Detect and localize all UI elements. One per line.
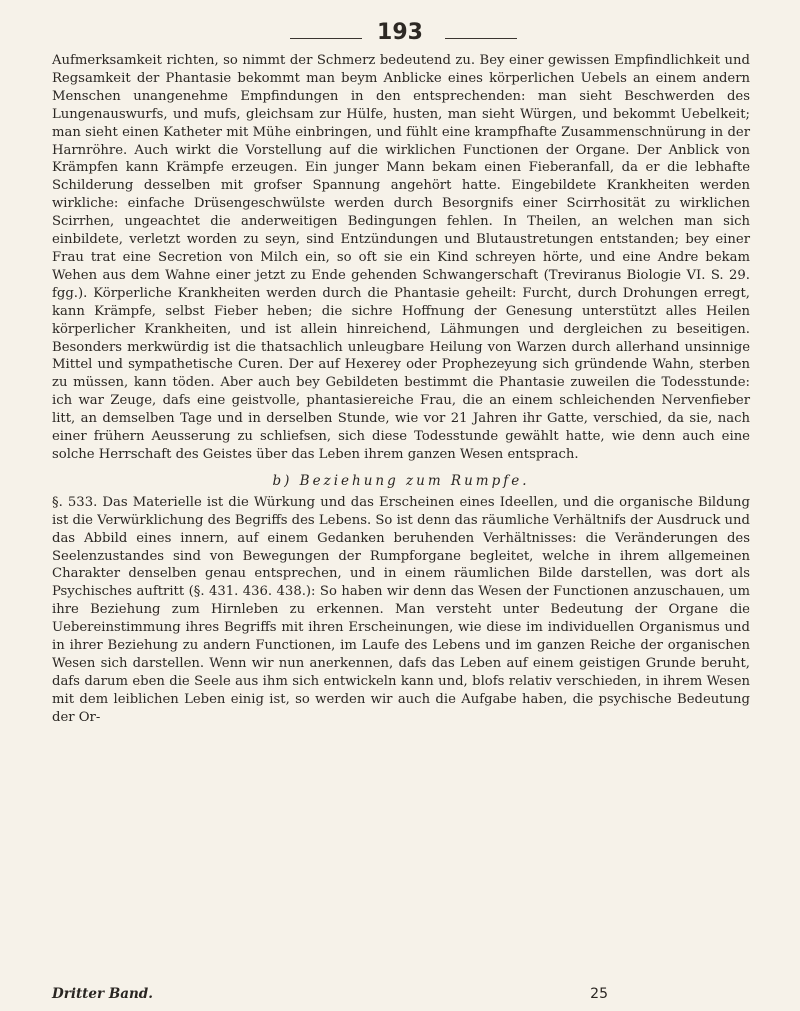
- page-footer: [52, 986, 750, 1006]
- section-heading: b) Beziehung zum Rumpfe.: [272, 472, 530, 489]
- page-number: 193: [377, 20, 423, 45]
- signature-mark: 25: [590, 986, 608, 1002]
- body-paragraph-1: Aufmerksamkeit richten, so nimmt der Schmerz bedeutend zu. Bey einer gewissen Empfindlichkeit und Regsamkeit der Phantasie bekommt man beym Anblicke eines körperlichen Uebels an einem andern Menschen unangenehme Empfindungen in den entsprechenden: man sieht Beschwerden des Lungenauswurfs, und mufs, gleichsam zur Hülfe, husten, man sieht Würgen, und bekommt Uebelkeit; man sieht einen Katheter mit Mühe einbringen, und fühlt eine krampfhafte Zusammenschnürung in der Harnröhre. Auch wirkt die Vorstellung auf die wirklichen Functionen der Organe. Der Anblick von Krämpfen kann Krämpfe erzeugen. Ein junger Mann bekam einen Fieberanfall, da er die lebhafte Schilderung desselben mit grofser Spannung angehört hatte. Eingebildete Krankheiten werden wirkliche: einfache Drüsengeschwülste werden durch Besorgnifs einer Scirrhosität zu wirklichen Scirrhen, ungeachtet die anderweitigen Bedingungen fehlen. In Theilen, an welchen man sich einbildete, verletzt worden zu seyn, sind Entzündungen und Blutaustretungen entstanden; bey einer Frau trat eine Secretion von Milch ein, so oft sie ein Kind schreyen hörte, und eine Andre bekam Wehen aus dem Wahne einer jetzt zu Ende gehenden Schwangerschaft (Treviranus Biologie VI. S. 29. fgg.). Körperliche Krankheiten werden durch die Phantasie geheilt: Furcht, durch Drohungen erregt, kann Krämpfe, selbst Fieber heben; die sichre Hoffnung der Genesung unterstützt alles Heilen körperlicher Krankheiten, und ist allein hinreichend, Lähmungen und dergleichen zu beseitigen. Besonders merkwürdig ist die thatsachlich unleugbare Heilung von Warzen durch allerhand unsinnige Mittel und sympathetische Curen. Der auf Hexerey oder Prophezeyung sich gründende Wahn, sterben zu müssen, kann töden. Aber auch bey Gebildeten bestimmt die Phantasie zuweilen die Todesstunde: ich war Zeuge, dafs eine geistvolle, phantasiereiche Frau, die an einem schleichenden Nervenfieber litt, an demselben Tage und in derselben Stunde, wie vor 21 Jahren ihr Gatte, verschied, da sie, nach einer frühern Aeusserung zu schliefsen, sich diese Todesstunde gewählt hatte, wie denn auch eine solche Herrschaft des Geistes über das Leben ihrem ganzen Wesen entsprach.: [52, 53, 750, 462]
- header-rule-right: [445, 38, 517, 39]
- page-header: [0, 14, 800, 44]
- volume-label: Dritter Band.: [52, 986, 153, 1002]
- body-paragraph-2: §. 533. Das Materielle ist die Würkung und das Erscheinen eines Ideellen, und die organische Bildung ist die Verwürklichung des Begriffs des Lebens. So ist denn das räumliche Verhältnifs der Ausdruck und das Abbild eines innern, auf einem Gedanken beruhenden Verhältnisses: die Veränderungen des Seelenzustandes sind von Bewegungen der Rumpforgane begleitet, welche in ihrem allgemeinen Charakter denselben genau entsprechen, und in einem räumlichen Bilde darstellen, was dort als Psychisches auftritt (§. 431. 436. 438.): So haben wir denn das Wesen der Functionen anzuschauen, um ihre Beziehung zum Hirnleben zu erkennen. Man versteht unter Bedeutung der Organe die Uebereinstimmung ihres Begriffs mit ihren Erscheinungen, wie diese im individuellen Organismus und in ihrer Beziehung zu andern Functionen, im Laufe des Lebens und im ganzen Reiche der organischen Wesen sich darstellen. Wenn wir nun anerkennen, dafs das Leben auf einem geistigen Grunde beruht, dafs darum eben die Seele aus ihm sich entwickeln kann und, blofs relativ verschieden, in ihrem Wesen mit dem leiblichen Leben einig ist, so werden wir auch die Aufgabe haben, die psychische Bedeutung der Or-: [52, 494, 750, 725]
